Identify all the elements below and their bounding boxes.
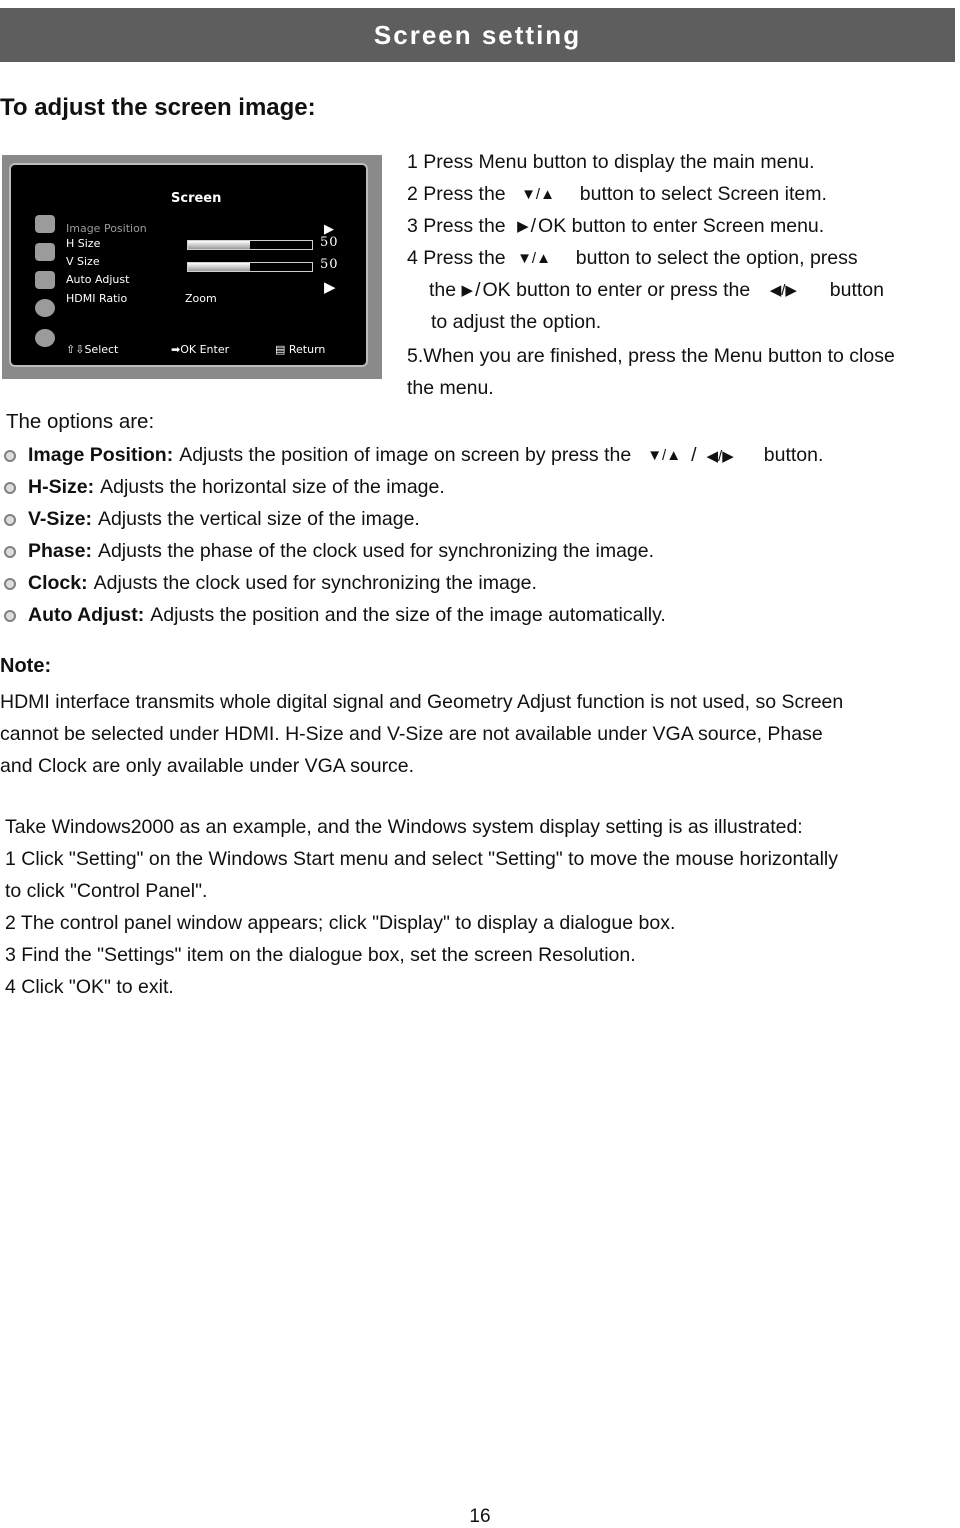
- header-bar: [0, 8, 955, 62]
- osd-item-v-size: V Size: [66, 255, 100, 268]
- list-item: Auto Adjust: Adjusts the position and the size of the image automatically.: [4, 604, 666, 627]
- right-arrow-icon: ▶: [517, 218, 529, 235]
- osd-item-auto-adjust: Auto Adjust: [66, 273, 130, 286]
- hdmi-ratio-value: Zoom: [185, 292, 217, 305]
- windows-line: 1 Click "Setting" on the Windows Start menu and select "Setting" to move the mouse horizontally: [5, 848, 839, 870]
- arrow-right-icon: ➡: [171, 343, 181, 356]
- osd-footer-select: ⇧⇩Select: [66, 343, 119, 356]
- note-title: Note:: [0, 655, 52, 677]
- note-line: cannot be selected under HDMI. H-Size and V-Size are not available under VGA source, Phase: [0, 723, 823, 745]
- step-1: 1 Press Menu button to display the main menu.: [407, 151, 815, 173]
- osd-item-hdmi-ratio: HDMI Ratio: [66, 292, 128, 305]
- step-4-continued: the ▶ / OK button to enter or press the ◀/▶ button: [429, 274, 884, 307]
- list-item: H-Size: Adjusts the horizontal size of the image.: [4, 476, 445, 499]
- left-right-arrow-icon: ◀/▶: [706, 447, 734, 465]
- step-4-end: to adjust the option.: [431, 311, 602, 333]
- up-down-arrows-icon: ⇧⇩: [66, 343, 85, 356]
- windows-line: 2 The control panel window appears; click "Display" to display a dialogue box.: [5, 912, 676, 934]
- osd-footer-enter: ➡OK Enter: [171, 343, 230, 356]
- list-item: Clock: Adjusts the clock used for synchronizing the image.: [4, 572, 537, 595]
- step-2: 2 Press the ▼/▲ button to select Screen item.: [407, 178, 827, 211]
- h-size-value: 50: [320, 235, 339, 250]
- section-title: To adjust the screen image:: [0, 94, 316, 121]
- right-arrow-icon: ▶: [461, 282, 474, 299]
- bullet-icon: [4, 610, 16, 622]
- left-right-arrow-icon: ◀/▶: [769, 282, 797, 299]
- adjust-icon: [35, 243, 55, 261]
- note-line: HDMI interface transmits whole digital signal and Geometry Adjust function is not used, so Screen: [0, 691, 844, 713]
- bullet-icon: [4, 482, 16, 494]
- picture-icon: [35, 271, 55, 289]
- down-up-arrow-icon: ▼/▲: [517, 250, 551, 267]
- v-size-value: 50: [320, 257, 339, 272]
- osd-title: Screen: [171, 191, 222, 206]
- note-line: and Clock are only available under VGA source.: [0, 755, 415, 777]
- arrow-right-icon: ▶: [324, 279, 336, 296]
- bullet-icon: [4, 546, 16, 558]
- step-5-continued: the menu.: [407, 377, 494, 399]
- windows-line: 3 Find the "Settings" item on the dialogue box, set the screen Resolution.: [5, 944, 636, 966]
- down-up-arrow-icon: ▼/▲: [647, 447, 682, 464]
- step-4: 4 Press the ▼/▲ button to select the option, press: [407, 242, 858, 275]
- list-item: V-Size: Adjusts the vertical size of the image.: [4, 508, 420, 531]
- arrow-right-icon: ▶: [324, 221, 334, 236]
- v-size-slider-fill: [188, 263, 250, 271]
- options-intro: The options are:: [6, 410, 155, 433]
- bullet-icon: [4, 450, 16, 462]
- windows-line: Take Windows2000 as an example, and the Windows system display setting is as illustrated:: [5, 816, 803, 838]
- osd-screenshot: [2, 155, 382, 379]
- windows-line: to click "Control Panel".: [5, 880, 208, 902]
- menu-icon: ▤: [275, 343, 289, 356]
- list-item: Phase: Adjusts the phase of the clock used for synchronizing the image.: [4, 540, 654, 563]
- osd-item-h-size: H Size: [66, 237, 101, 250]
- h-size-slider: [187, 240, 313, 250]
- step-5: 5.When you are finished, press the Menu button to close: [407, 345, 895, 367]
- monitor-icon: [35, 215, 55, 233]
- page-number: 16: [469, 1506, 491, 1527]
- v-size-slider: [187, 262, 313, 272]
- osd-item-image-position: Image Position: [66, 222, 147, 235]
- down-up-arrow-icon: ▼/▲: [521, 186, 555, 203]
- magnifier-icon: [35, 329, 55, 347]
- page-title: Screen setting: [373, 19, 582, 50]
- bullet-icon: [4, 578, 16, 590]
- list-item: Image Position: Adjusts the position of image on screen by press the ▼/▲ / ◀/▶ button.: [4, 444, 823, 467]
- windows-line: 4 Click "OK" to exit.: [5, 976, 174, 998]
- h-size-slider-fill: [188, 241, 250, 249]
- step-3: 3 Press the ▶ / OK button to enter Screen menu.: [407, 210, 824, 243]
- bullet-icon: [4, 514, 16, 526]
- osd-footer-return: ▤ Return: [275, 343, 326, 356]
- gear-icon: [35, 299, 55, 317]
- osd-menu: [9, 163, 368, 367]
